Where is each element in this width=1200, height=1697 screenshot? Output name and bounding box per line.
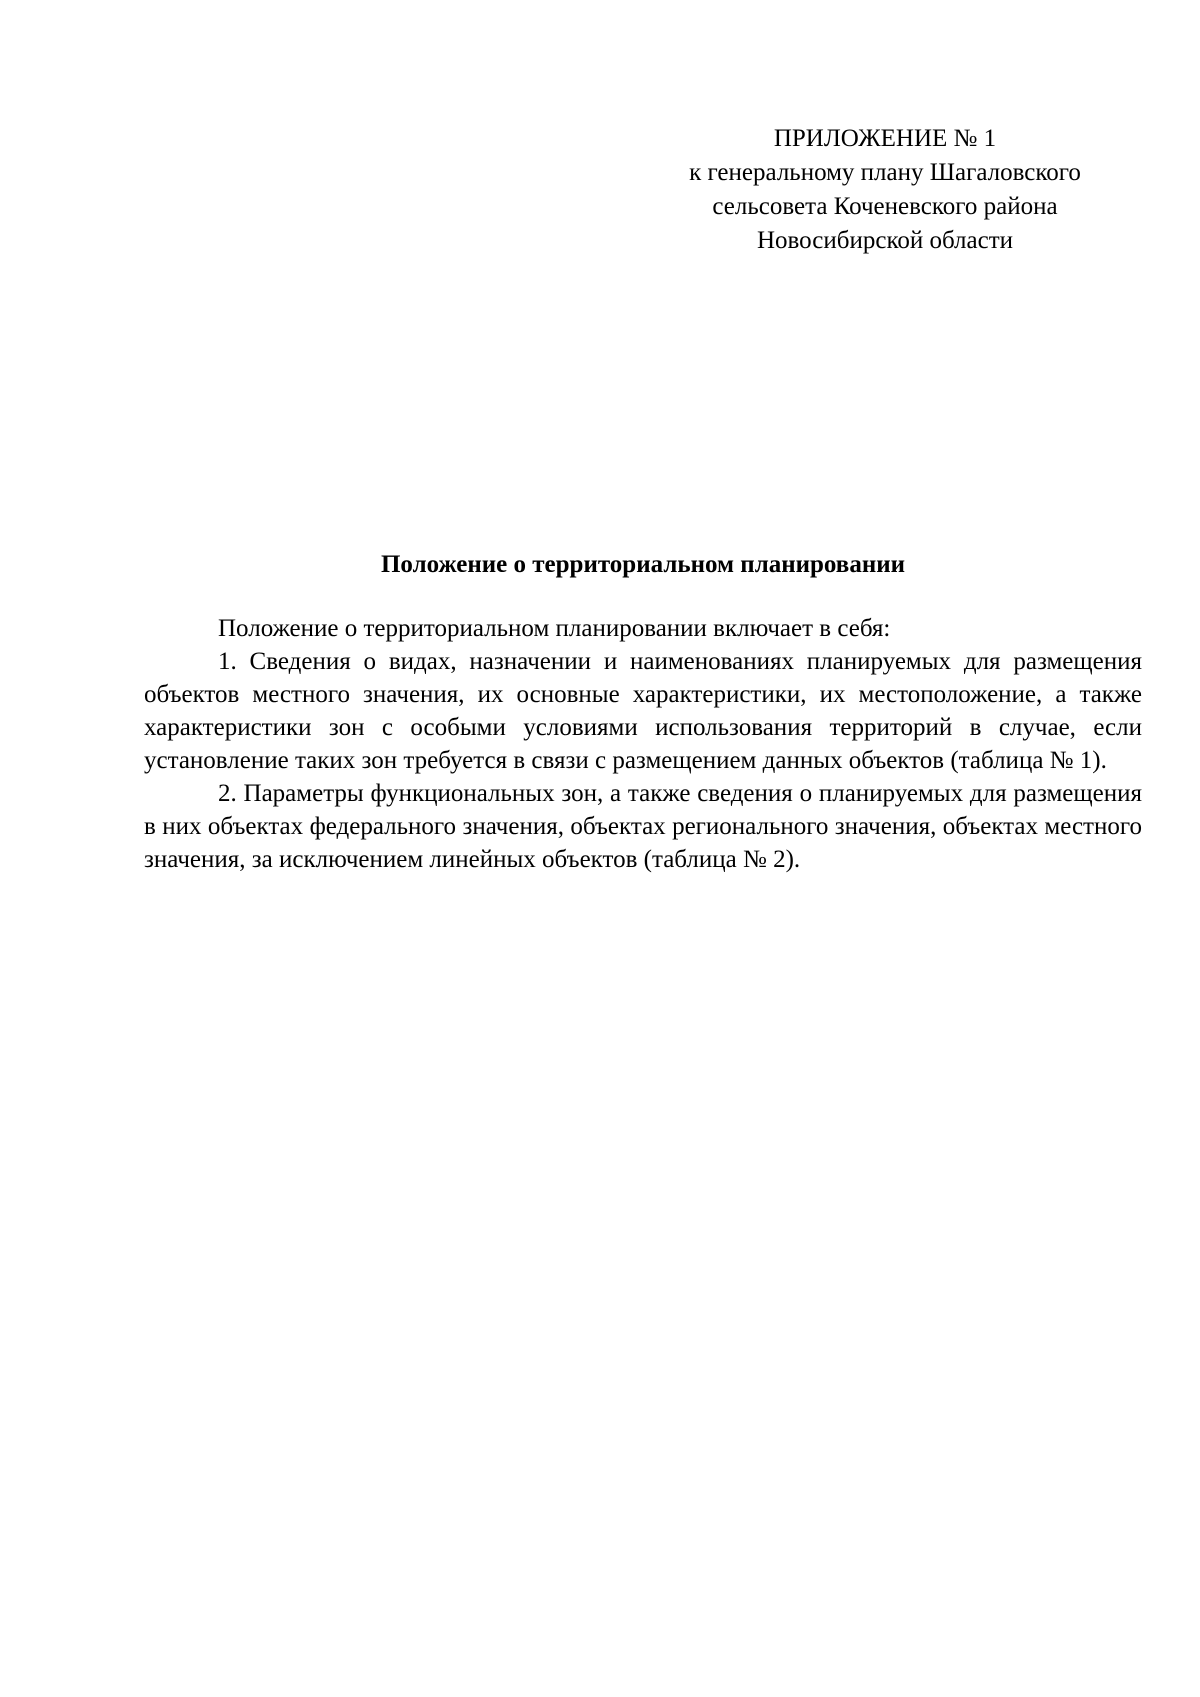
list-item-paragraph: 2. Параметры функциональных зон, а также сведения о планируемых для размещения в них объектах федерального значения, объектах регионального значения, объектах местного значения, за исключением линейных объектов (таблица № 2). — [144, 780, 1142, 873]
appendix-subtitle-line: Новосибирской области — [756, 227, 1014, 254]
intro-paragraph: Положение о территориальном планировании включает в себя: — [218, 615, 891, 642]
appendix-subtitle-line: к генеральному плану Шагаловского — [689, 159, 1081, 186]
body-text — [144, 612, 1142, 876]
appendix-subtitle-line: сельсовета Коченевского района — [712, 193, 1058, 220]
section-heading: Положение о территориальном планировании — [380, 551, 906, 578]
appendix-header — [620, 122, 1150, 258]
list-item-paragraph: 1. Сведения о видах, назначении и наименованиях планируемых для размещения объектов местного значения, их основные характеристики, их местоположение, а также характеристики зон с особыми условиями использования территорий в случае, если установление таких зон требуется в связи с размещением данных объектов (таблица № 1). — [144, 648, 1142, 774]
appendix-title: ПРИЛОЖЕНИЕ № 1 — [773, 125, 997, 152]
